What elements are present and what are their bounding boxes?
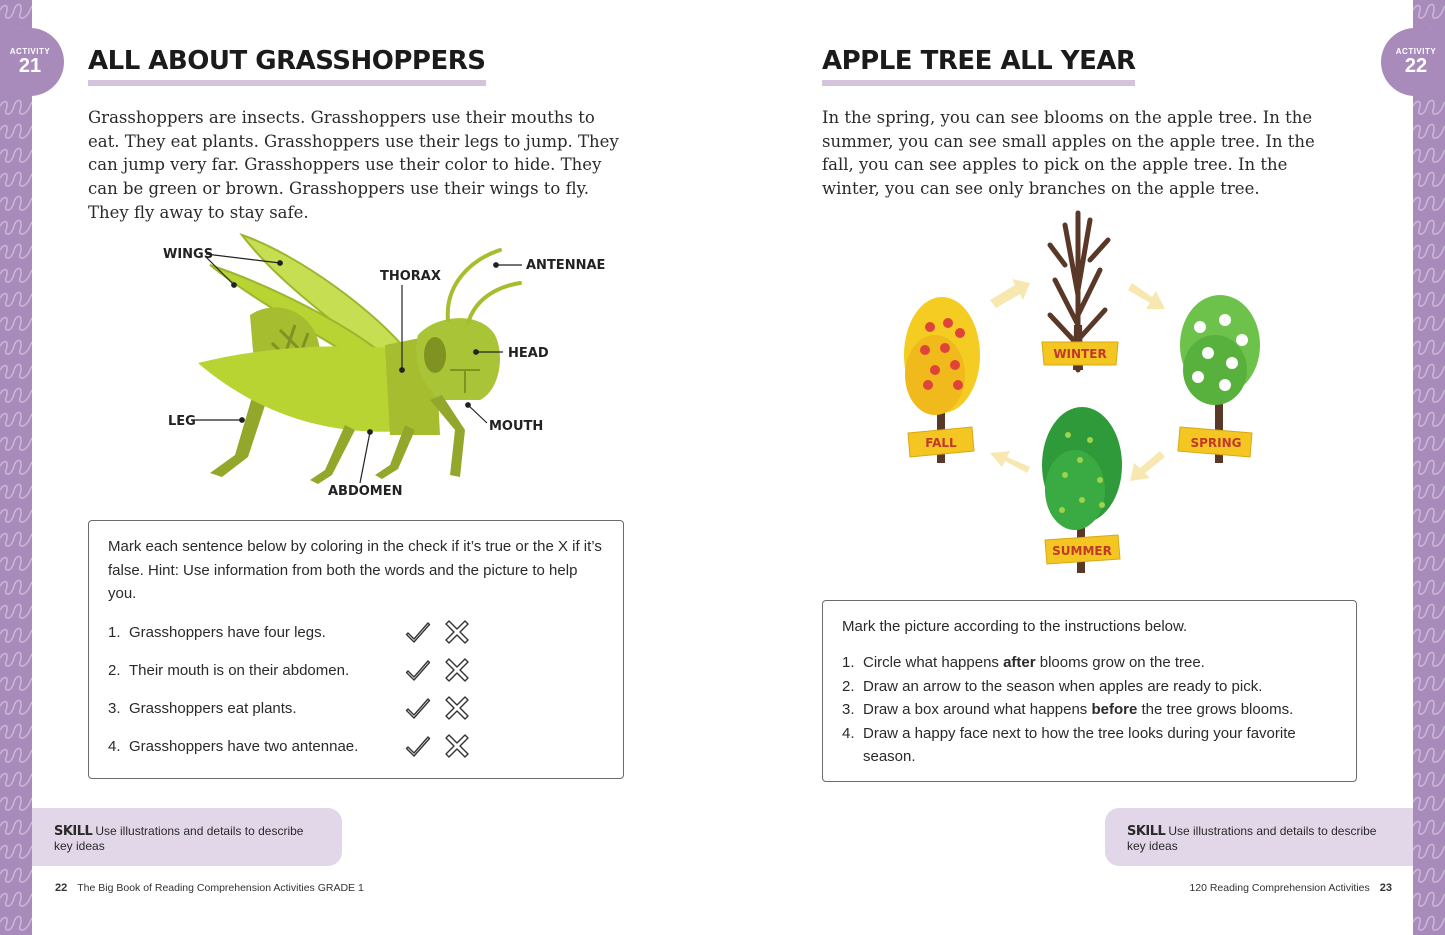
item-text: Grasshoppers have two antennae. <box>129 738 359 755</box>
apple-tree-seasons-diagram <box>890 205 1280 580</box>
grasshopper-diagram <box>150 225 606 505</box>
right-page-edge-decoration <box>1413 0 1445 935</box>
label-thorax: THORAX <box>380 269 441 284</box>
x-mark-icon[interactable] <box>444 733 470 759</box>
item-number: 1. <box>842 654 855 671</box>
skill-description: Use illustrations and details to describe key ideas <box>1127 824 1377 853</box>
activity-label: ACTIVITY <box>1395 47 1437 56</box>
item-text: Circle what happens after blooms grow on the tree. <box>863 654 1205 671</box>
item-number: 3. <box>842 701 855 718</box>
x-mark-icon[interactable] <box>444 657 470 683</box>
summer-banner <box>1045 535 1120 564</box>
check-mark-icon[interactable] <box>405 619 431 645</box>
item-number: 1. <box>108 624 121 641</box>
winter-label: WINTER <box>1053 347 1107 361</box>
activity-number: 22 <box>1404 55 1428 77</box>
fall-label: FALL <box>925 436 957 450</box>
skill-text-wrapper <box>1127 824 1397 854</box>
item-number: 4. <box>842 724 855 742</box>
antenna-2 <box>468 283 520 323</box>
check-mark-icon[interactable] <box>405 695 431 721</box>
activity-number: 21 <box>18 55 42 77</box>
left-page-edge-decoration <box>0 0 32 935</box>
question-instructions: Mark each sentence below by coloring in the check if it’s true or the X if it’s false. Hint: Use information from both the words and the picture to help you. <box>108 538 602 602</box>
item-text: Draw a happy face next to how the tree looks during your favorite season. <box>863 724 1296 765</box>
loop-pattern-left <box>0 0 32 935</box>
middle-leg <box>310 425 355 484</box>
skill-label: SKILL <box>1127 824 1166 839</box>
activity-badge-right <box>1381 28 1445 96</box>
item-text: Their mouth is on their abdomen. <box>129 662 350 679</box>
footer-book-title: The Big Book of Reading Comprehension Activities GRADE 1 <box>77 882 364 894</box>
item-text: Grasshoppers have four legs. <box>129 624 326 641</box>
label-abdomen: ABDOMEN <box>328 484 403 499</box>
eye <box>424 337 446 373</box>
loop-pattern-right <box>1413 0 1445 935</box>
apple-tree-paragraph: In the spring, you can see blooms on the apple tree. In the summer, you can see small apples on the apple tree. In the fall, you can see apples to pick on the apple tree. In the winter, you can see only branches on the apple tree. <box>822 108 1315 199</box>
page-number: 22 <box>55 882 68 894</box>
label-leg: LEG <box>168 414 196 429</box>
item-text: Grasshoppers eat plants. <box>129 700 297 717</box>
skill-box-left <box>32 808 342 866</box>
activity-badge-left <box>0 28 64 96</box>
label-head: HEAD <box>508 346 549 361</box>
spring-banner <box>1178 427 1252 457</box>
x-mark-icon[interactable] <box>444 619 470 645</box>
abdomen <box>198 346 415 432</box>
page-title-grasshoppers: ALL ABOUT GRASSHOPPERS <box>88 44 486 86</box>
skill-label: SKILL <box>54 824 93 839</box>
fall-banner <box>908 427 974 457</box>
page-number: 23 <box>1379 882 1392 894</box>
item-number: 3. <box>108 700 121 717</box>
summer-label: SUMMER <box>1052 544 1112 558</box>
true-false-question-box <box>88 520 624 779</box>
spring-label: SPRING <box>1190 436 1242 450</box>
skill-box-right <box>1105 808 1413 866</box>
item-number: 2. <box>842 677 855 695</box>
box-instructions: Mark the picture according to the instructions below. <box>842 618 1188 635</box>
footer-right <box>1189 882 1392 894</box>
arrow-spring-to-summer <box>1130 451 1165 481</box>
skill-description: Use illustrations and details to describe key ideas <box>54 824 304 853</box>
winter-banner <box>1042 342 1118 365</box>
x-mark-icon[interactable] <box>444 695 470 721</box>
label-mouth: MOUTH <box>489 419 544 434</box>
arrow-summer-to-fall <box>990 451 1030 473</box>
check-mark-icon[interactable] <box>405 733 431 759</box>
activity-label: ACTIVITY <box>9 47 51 56</box>
item-number: 2. <box>108 662 121 679</box>
arrow-winter-to-spring <box>1128 283 1165 309</box>
label-wings: WINGS <box>163 247 214 262</box>
item-text: Draw a box around what happens before the tree grows blooms. <box>863 701 1294 718</box>
footer-book-title: 120 Reading Comprehension Activities <box>1189 882 1370 894</box>
label-antennae: ANTENNAE <box>526 258 606 273</box>
arrow-fall-to-winter <box>990 279 1030 308</box>
footer-left <box>55 882 364 894</box>
item-text: Draw an arrow to the season when apples are ready to pick. <box>863 677 1263 695</box>
instructions-box <box>822 600 1357 782</box>
skill-text-wrapper <box>54 824 324 854</box>
grasshopper-paragraph: Grasshoppers are insects. Grasshoppers use their mouths to eat. They eat plants. Grasshoppers use their legs to jump. They can jump very far. Grasshoppers use their color to hide. They can be green or brown. Grasshoppers use their wings to fly. They fly away to stay safe. <box>88 108 619 222</box>
item-number: 4. <box>108 738 121 755</box>
check-mark-icon[interactable] <box>405 657 431 683</box>
page-title-apple-tree: APPLE TREE ALL YEAR <box>822 44 1135 86</box>
